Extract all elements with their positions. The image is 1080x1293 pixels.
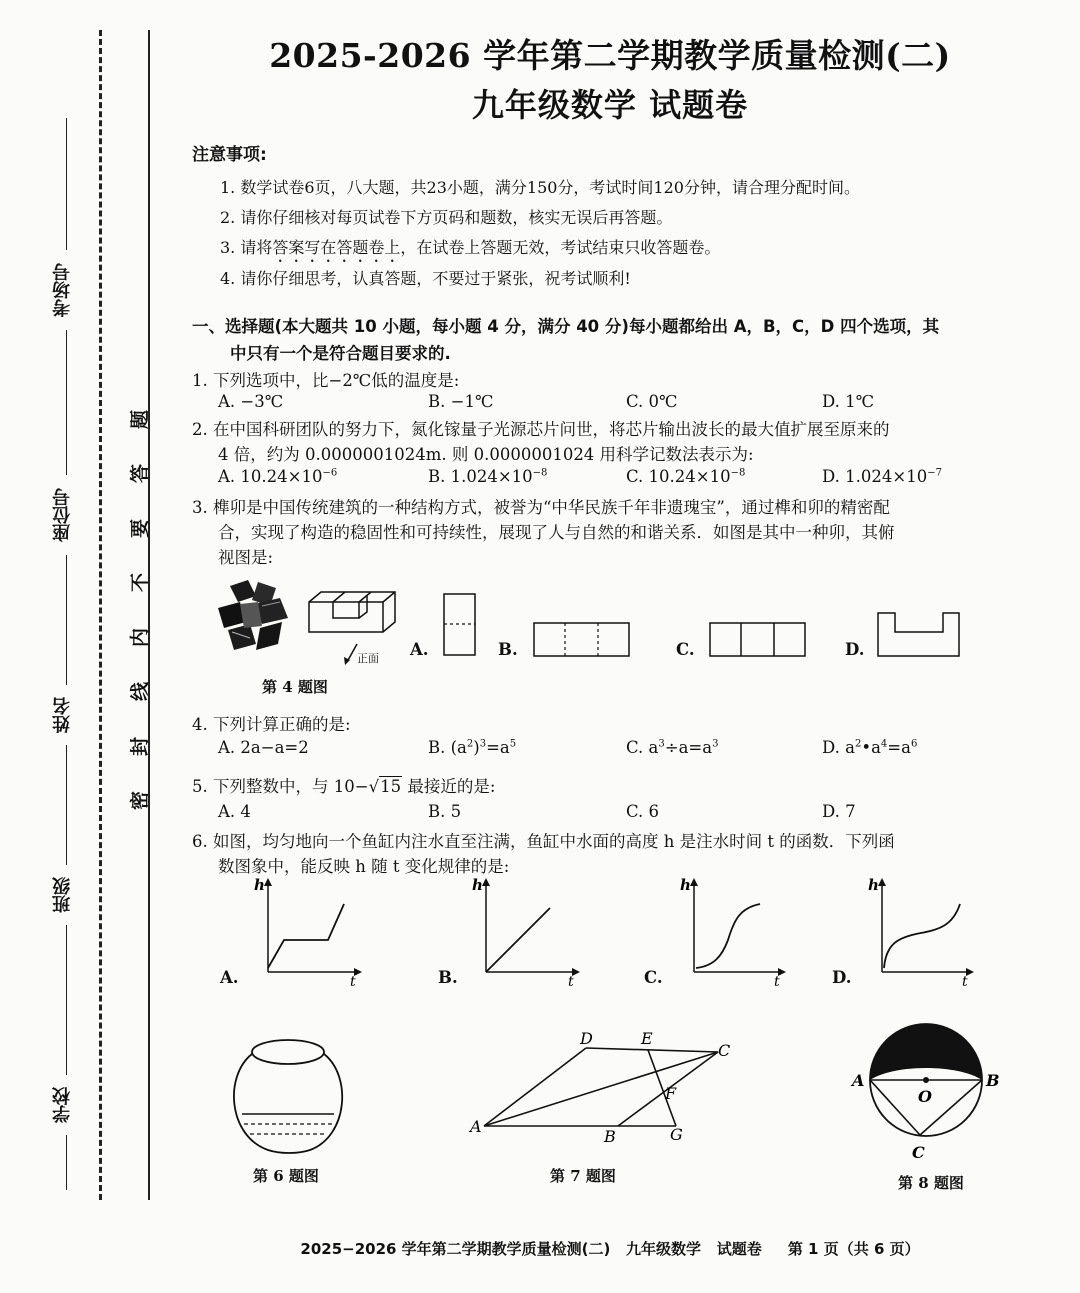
mortise-3d-figure	[305, 588, 400, 668]
seal-char: 密	[129, 790, 152, 810]
seal-char: 要	[129, 518, 152, 538]
q4-option-c	[626, 738, 718, 757]
field-line-school	[66, 925, 67, 1075]
q2-option-c	[626, 467, 745, 486]
q1-option-b: B. −1℃	[428, 392, 494, 411]
q6-graph-c	[676, 872, 791, 987]
q3-stem-line-3: 视图是:	[218, 548, 274, 567]
q4-d-part: •a	[861, 738, 881, 757]
fig7-label-c: C	[718, 1041, 731, 1060]
q2-d-text: D. 1.024×10	[822, 467, 928, 486]
q3-option-d: D.	[845, 640, 865, 659]
fig7-caption: 第 7 题图	[550, 1167, 616, 1185]
q3-option-b: B.	[498, 640, 518, 659]
q5-option-d: D. 7	[822, 802, 856, 821]
q4-b-exp: 2	[466, 738, 474, 750]
seal-line-notice	[126, 410, 156, 810]
q4-d-part: D. a	[822, 738, 855, 757]
q2-b-text: B. 1.024×10	[428, 467, 533, 486]
field-line-class	[66, 745, 67, 865]
q2-option-d	[822, 467, 942, 486]
field-line-end	[66, 1135, 67, 1190]
q5-radicand: 15	[380, 777, 402, 796]
field-class: 班级	[52, 877, 73, 913]
note-item-3	[220, 235, 720, 266]
seal-char: 题	[129, 409, 152, 430]
axis-t: t	[774, 974, 780, 987]
q4-option-d	[822, 738, 917, 757]
q2-stem-line-1: 2. 在中国科研团队的努力下，氮化镓量子光源芯片问世，将芯片输出波长的最大值扩展至原来的	[192, 420, 890, 439]
q3-option-c: C.	[676, 640, 695, 659]
q1-stem: 1. 下列选项中，比−2℃低的温度是:	[192, 371, 460, 390]
q4-b-exp: 3	[479, 738, 487, 750]
fig7-label-d: D	[580, 1030, 593, 1048]
fig8-label-c: C	[912, 1143, 925, 1162]
note3-prefix: 3. 请将	[220, 238, 273, 257]
q6-option-c: C.	[644, 968, 663, 987]
q3-option-a-figure	[443, 593, 477, 657]
seal-char: 线	[129, 682, 152, 702]
fig7-parallelogram	[466, 1030, 736, 1150]
q6-graph-d	[864, 872, 979, 987]
q6-graph-a	[250, 872, 365, 987]
q5-stem-post: 最接近的是:	[402, 777, 496, 796]
q2-option-b	[428, 467, 547, 486]
axis-h: h	[680, 876, 691, 894]
q4-d-exp: 6	[910, 738, 918, 750]
mortise-photo	[210, 578, 295, 658]
q2-d-exp: −7	[927, 467, 942, 479]
q4-b-exp: 5	[509, 738, 517, 750]
fig6-fish-tank	[228, 1030, 348, 1160]
axis-t: t	[962, 974, 968, 987]
q3-option-b-figure	[533, 622, 631, 658]
seal-char: 封	[129, 736, 152, 756]
fig8-label-o: O	[918, 1087, 932, 1106]
q5-stem: 5. 下列整数中，与 10−√15 最接近的是:	[192, 777, 496, 796]
q2-a-exp: −6	[322, 467, 338, 479]
q4-c-exp: 3	[658, 738, 665, 750]
fig7-label-a: A	[470, 1117, 482, 1136]
q5-option-c: C. 6	[626, 802, 660, 821]
field-line-exam-room	[66, 118, 67, 250]
note3-suffix: ，在试卷上答题无效，考试结束只收答题卷。	[400, 238, 721, 257]
binding-dashed-line	[99, 30, 102, 1200]
q6-option-d: D.	[832, 968, 852, 987]
q1-option-a: A. −3℃	[218, 392, 284, 411]
field-name: 姓名	[52, 697, 73, 733]
field-school: 学校	[52, 1087, 73, 1123]
q2-c-exp: −8	[730, 467, 746, 479]
q3-stem-line-1: 3. 榫卯是中国传统建筑的一种结构方式，被誉为“中华民族千年非遗瑰宝”，通过榫和卯的精密配	[192, 498, 890, 517]
q6-stem-line-2: 数图象中，能反映 h 随 t 变化规律的是:	[218, 857, 510, 876]
seal-char: 答	[129, 464, 152, 484]
fig7-label-b: B	[604, 1127, 616, 1146]
fig7-label-e: E	[641, 1030, 653, 1048]
q1-option-d: D. 1℃	[822, 392, 875, 411]
q4-option-a: A. 2a−a=2	[218, 738, 309, 757]
note-item-2: 2. 请你仔细核对每页试卷下方页码和题数，核实无误后再答题。	[220, 208, 673, 227]
field-line-seat	[66, 330, 67, 475]
q6-stem-line-1: 6. 如图，均匀地向一个鱼缸内注水直至注满，鱼缸中水面的高度 h 是注水时间 t 的函数．下列函	[192, 832, 895, 851]
front-label: 正面	[357, 652, 379, 665]
q4-stem: 4. 下列计算正确的是:	[192, 715, 351, 734]
q6-option-a: A.	[220, 968, 239, 987]
section-line-2: 中只有一个是符合题目要求的.	[230, 344, 451, 363]
q4-option-b	[428, 738, 516, 757]
q3-option-c-figure	[709, 622, 807, 658]
q6-graph-b	[468, 872, 583, 987]
fig6-caption: 第 6 题图	[253, 1167, 319, 1185]
field-seat: 座位号	[52, 488, 73, 542]
q4-b-part: )	[473, 738, 480, 757]
field-exam-room: 考场号	[52, 263, 73, 317]
q3-stem-line-2: 合，实现了构造的稳固性和可持续性，展现了人与自然的和谐关系．如图是其中一种卯，其俯	[218, 523, 895, 542]
q4-b-part: =a	[486, 738, 510, 757]
q2-c-text: C. 10.24×10	[626, 467, 731, 486]
q5-option-a: A. 4	[218, 802, 251, 821]
note-item-1: 1. 数学试卷6页，八大题，共23小题，满分150分，考试时间120分钟，请合理分配时间。	[220, 178, 860, 197]
q2-b-exp: −8	[532, 467, 548, 479]
field-line-name	[66, 555, 67, 685]
section-heading	[192, 313, 1037, 367]
fig7-label-f: F	[665, 1084, 677, 1103]
notes-heading: 注意事项:	[192, 145, 267, 165]
q4-c-part: C. a	[626, 738, 659, 757]
section-line-1: 一、选择题(本大题共 10 小题，每小题 4 分，满分 40 分)每小题都给出 A，B，C，D 四个选项，其	[192, 317, 940, 336]
fig8-circle	[848, 1018, 1008, 1168]
note3-emphasis: 答案写在答题卷上	[272, 238, 401, 257]
axis-h: h	[868, 876, 879, 894]
axis-h: h	[472, 876, 483, 894]
q3-option-d-figure	[877, 612, 961, 658]
fig8-caption: 第 8 题图	[898, 1174, 964, 1192]
exam-subtitle: 九年级数学 试题卷	[471, 86, 749, 124]
axis-t: t	[568, 974, 574, 987]
q4-d-exp: 4	[880, 738, 888, 750]
fig7-label-g: G	[670, 1125, 683, 1144]
exam-title: 2025-2026 学年第二学期教学质量检测(二)	[269, 36, 951, 75]
q6-option-b: B.	[438, 968, 458, 987]
q3-figure-caption: 第 4 题图	[262, 678, 328, 696]
q5-option-b: B. 5	[428, 802, 462, 821]
q3-option-a: A.	[410, 640, 429, 659]
fig8-label-b: B	[986, 1071, 1000, 1090]
q2-a-text: A. 10.24×10	[218, 467, 323, 486]
axis-t: t	[350, 974, 356, 987]
note-item-4: 4. 请你仔细思考，认真答题，不要过于紧张，祝考试顺利!	[220, 269, 631, 288]
fig8-label-a: A	[852, 1071, 865, 1090]
q4-c-part: ÷a=a	[664, 738, 713, 757]
q4-d-exp: 2	[854, 738, 862, 750]
q4-b-part: B. (a	[428, 738, 467, 757]
q2-option-a	[218, 467, 337, 486]
q1-option-c: C. 0℃	[626, 392, 678, 411]
seal-char: 内	[129, 627, 152, 647]
seal-char: 不	[129, 573, 152, 593]
q4-c-exp: 3	[712, 738, 719, 750]
axis-h: h	[254, 876, 265, 894]
q5-stem-pre: 5. 下列整数中，与 10−	[192, 777, 369, 796]
q2-stem-line-2: 4 倍，约为 0.0000001024m. 则 0.0000001024 用科学记数法表示为:	[218, 445, 754, 464]
page-footer: 2025−2026 学年第二学期教学质量检测(二) 九年级数学 试题卷 第 1 页（共 6 页）	[300, 1240, 920, 1258]
q4-d-part: =a	[887, 738, 911, 757]
